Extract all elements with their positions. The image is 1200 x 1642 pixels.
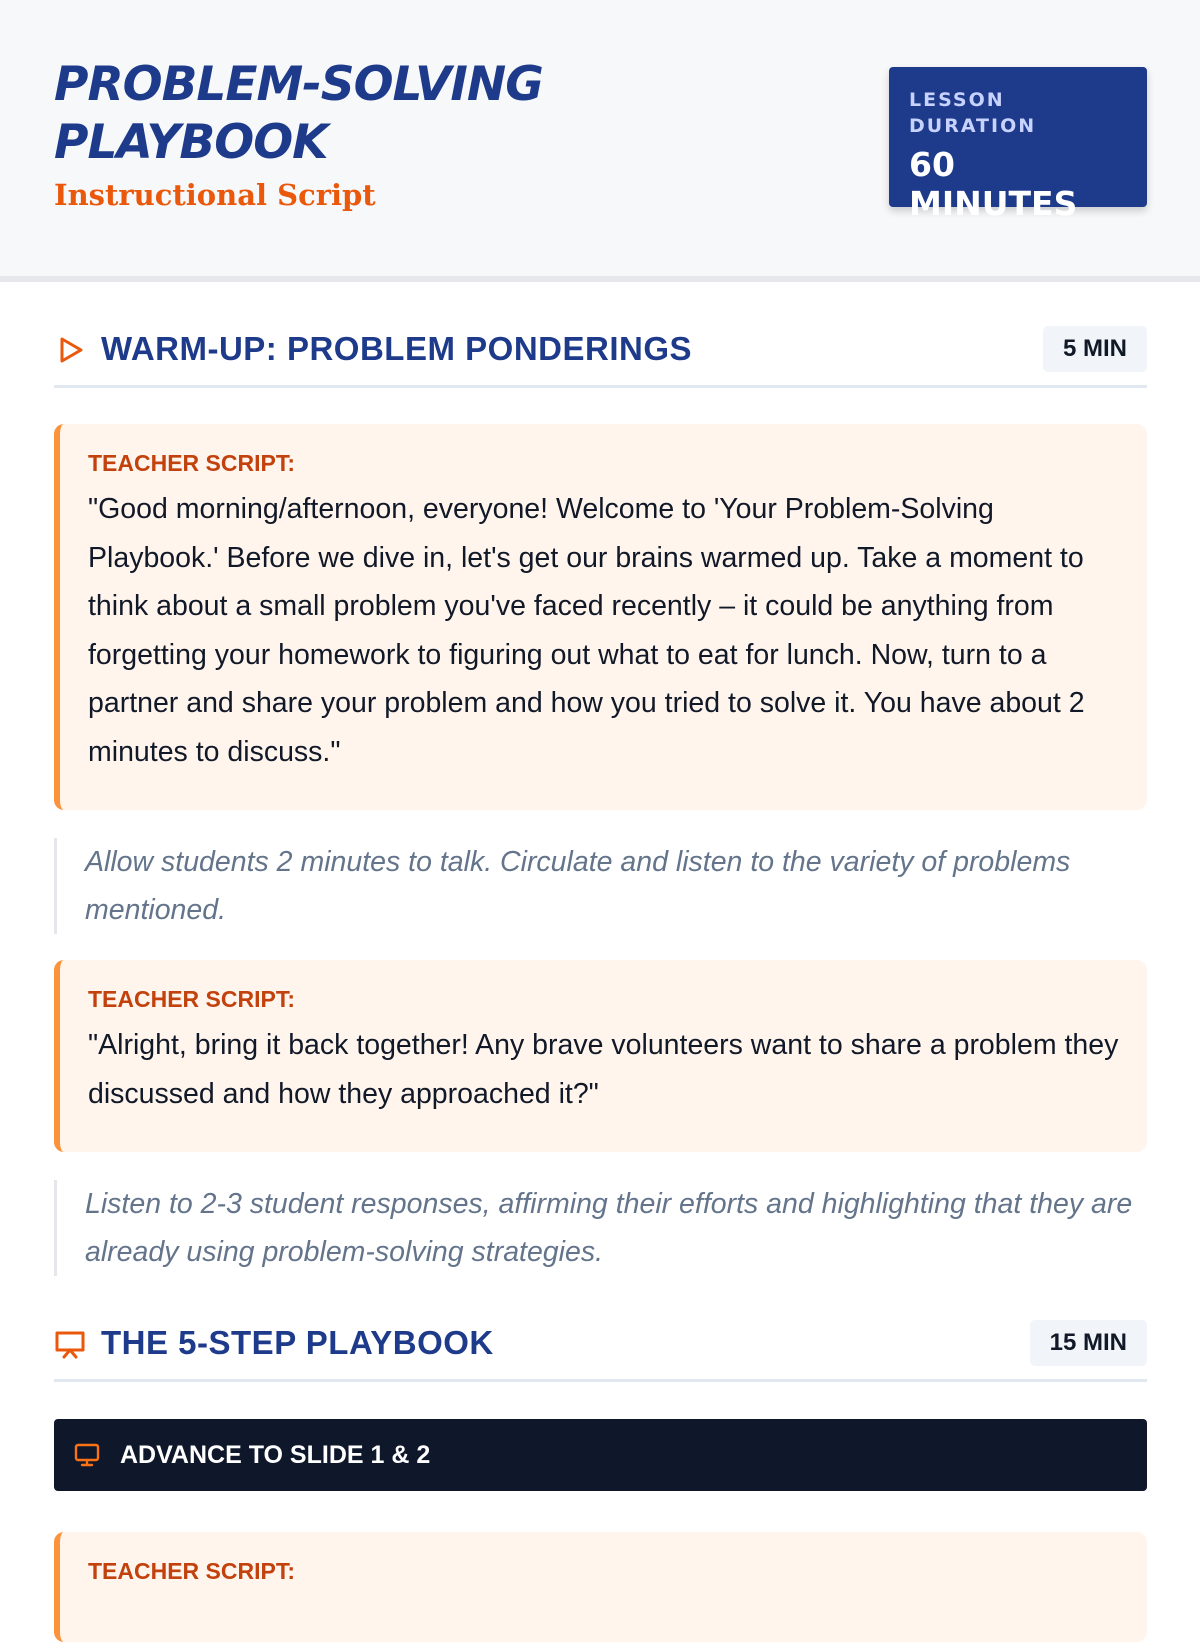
- slide-cue-label: ADVANCE TO SLIDE 1 & 2: [120, 1441, 431, 1469]
- presentation-icon: [54, 1328, 86, 1360]
- script-label: TEACHER SCRIPT:: [88, 1558, 296, 1584]
- page-title: PROBLEM-SOLVING PLAYBOOK: [54, 57, 543, 170]
- script-text: "Good morning/afternoon, everyone! Welcome to 'Your Problem-Solving Playbook.' Before we dive in, let's get our brains warmed up. Take a moment to think about a small problem you've faced recently – it could be anything from forgetting your homework to figuring out what to eat for lunch. Now, turn to a partner and share your problem and how you tried to solve it. You have about 2 minutes to discuss.": [88, 493, 1085, 768]
- teacher-script-block: [54, 960, 1147, 1152]
- duration-label: LESSON DURATION: [909, 89, 1037, 137]
- time-badge: 15 MIN: [1030, 1320, 1147, 1366]
- script-text: "Alright, bring it back together! Any brave volunteers want to share a problem they discussed and how they approached it?": [88, 1029, 1119, 1110]
- teacher-note: Listen to 2-3 student responses, affirming their efforts and highlighting that they are already using problem-solving strategies.: [54, 1180, 1147, 1276]
- lesson-duration-card: [889, 67, 1147, 223]
- duration-value: 60 MINUTES: [909, 145, 1078, 223]
- teacher-script-block: [54, 1532, 1147, 1642]
- script-label: TEACHER SCRIPT:: [88, 986, 296, 1012]
- time-badge: 5 MIN: [1043, 326, 1147, 372]
- section-header-warm-up: [54, 326, 1147, 388]
- monitor-icon: [74, 1442, 100, 1468]
- slide-cue-bar: [54, 1419, 1147, 1491]
- play-icon: [54, 334, 86, 366]
- script-label: TEACHER SCRIPT:: [88, 450, 296, 476]
- teacher-script-block: [54, 424, 1147, 810]
- page-subtitle: Instructional Script: [54, 178, 376, 212]
- teacher-note: Allow students 2 minutes to talk. Circulate and listen to the variety of problems mentioned.: [54, 838, 1147, 934]
- section-title: THE 5-STEP PLAYBOOK: [101, 1324, 494, 1361]
- section-title: WARM-UP: PROBLEM PONDERINGS: [101, 330, 692, 367]
- section-header-5-step-playbook: [54, 1320, 1147, 1382]
- lesson-header: [0, 0, 1200, 282]
